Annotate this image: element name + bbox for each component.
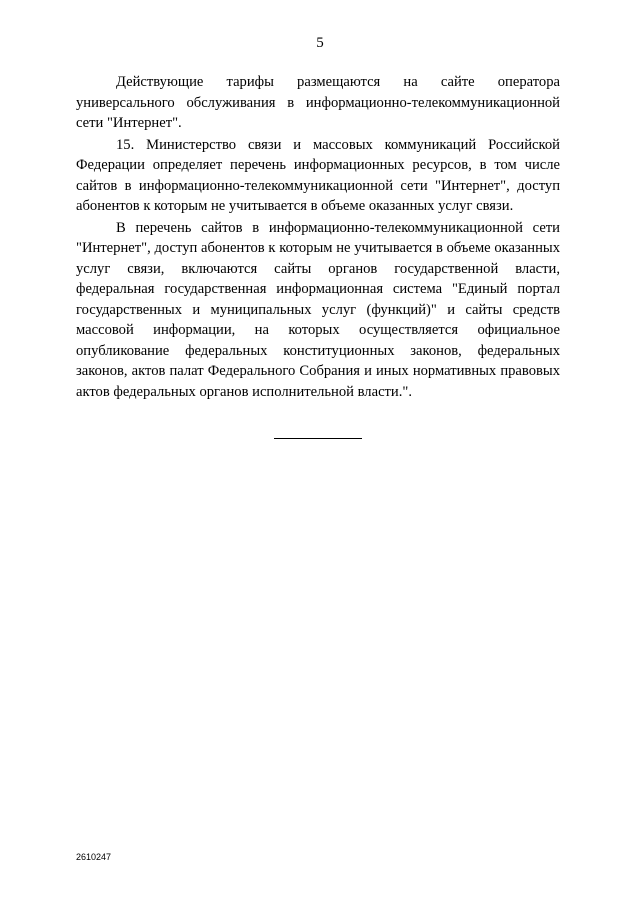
document-body bbox=[76, 72, 560, 402]
page-number: 5 bbox=[316, 35, 324, 51]
paragraph-item-15: 15. Министерство связи и массовых коммуникаций Российской Федерации определяет перечень информационных ресурсов, в том числе сайтов в информационно-телекоммуникационной сети "Интернет", доступ абонентов к которым не учитывается в объеме оказанных услуг связи. bbox=[76, 136, 560, 214]
paragraph-tariffs: Действующие тарифы размещаются на сайте оператора универсального обслуживания в информационно-телекоммуникационной сети "Интернет". bbox=[76, 74, 560, 131]
paragraph-sites-list: В перечень сайтов в информационно-телекоммуникационной сети "Интернет", доступ абонентов к которым не учитывается в объеме оказанных услуг связи, включаются сайты органов государственной власти, федеральная государственная информационная система "Единый портал государственных и муниципальных услуг (функций)" и сайты средств массовой информации, на которых осуществляется официальное опубликование федеральных конституционных законов, федеральных законов, актов палат Федерального Собрания и иных нормативных правовых актов федеральных органов исполнительной власти.". bbox=[76, 219, 560, 400]
document-code: 2610247 bbox=[76, 852, 112, 862]
end-divider bbox=[274, 438, 362, 439]
